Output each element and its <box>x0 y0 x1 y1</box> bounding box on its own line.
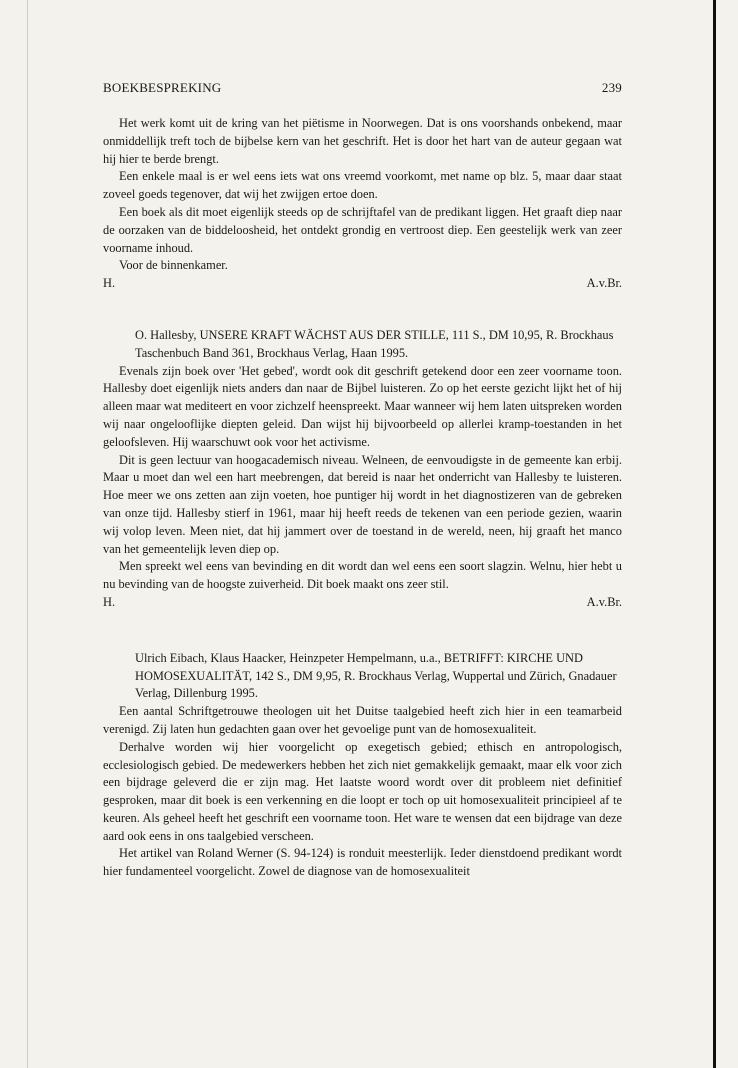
review-1-paragraph-3: Een boek als dit moet eigenlijk steeds op de schrijftafel van de predikant liggen. Het graaft diep naar de oorzaken van de biddeloosheid, het ontdekt grondig en vertroost diep. Een geestelijk werk van zeer voorname inhoud. <box>103 204 622 255</box>
review-2-paragraph-1: Evenals zijn boek over 'Het gebed', wordt ook dit geschrift getekend door een zeer voorname toon. Hallesby doet eigenlijk niets anders dan naar de Bijbel luisteren. Zo op het eerste gezicht lijkt het of hij alleen maar wat mediteert en voor zichzelf heenspreekt. Maar wanneer wij hem laten uitspreken worden wij naar ongelooflijke diepten geleid. Dan wijst hij bijvoorbeeld op allerlei kramp-toestanden in het geloofsleven. Hij waarschuwt ook voor het activisme. <box>103 363 622 449</box>
review-3-paragraph-3: Het artikel van Roland Werner (S. 94-124) is ronduit meesterlijk. Ieder dienstdoend predikant wordt hier fundamenteel voorgelicht. Zowel de diagnose van de homosexualiteit <box>103 846 622 879</box>
review-3-paragraph-1: Een aantal Schriftgetrouwe theologen uit het Duitse taalgebied heeft zich hier in een teamarbeid verenigd. Zij laten hun gedachten gaan over het gevoelige punt van de homosexualiteit. <box>103 704 622 736</box>
page-edge-right <box>713 0 716 1068</box>
header-title: BOEKBESPREKING <box>103 80 222 95</box>
page-body <box>103 115 622 881</box>
review-2-paragraph-3: Men spreekt wel eens van bevinding en dit wordt dan wel eens een soort slagzin. Welnu, hier hebt u nu bevinding van de hoogste zuiverheid. Dit boek maakt ons zeer stil. <box>103 559 622 592</box>
review-1-signature-author: A.v.Br. <box>586 276 622 291</box>
review-3-paragraph-2: Derhalve worden wij hier voorgelicht op exegetisch gebied; ethisch en antropologisch, ecclesiologisch gebied. De medewerkers hebben het zich niet gemakkelijk gemaakt, maar elk voor zich een bijdrage geleverd die er zijn mag. Het laatste woord wordt over dit probleem niet definitief gesproken, maar dit boek is een verkenning en die loopt er toch op uit homosexualiteit principieel af te keuren. Als geheel heeft het geschrift een voorname toon. Het ware te wensen dat een bijdrage van deze aard ook eens in ons taalgebied verscheen. <box>103 739 622 843</box>
review-3 <box>103 650 622 881</box>
page-edge-left <box>27 0 28 1068</box>
review-2-signature-author: A.v.Br. <box>586 594 622 609</box>
review-1-paragraph-4: Voor de binnenkamer. <box>119 258 228 273</box>
running-header <box>103 80 622 96</box>
review-1-paragraph-2: Een enkele maal is er wel eens iets wat ons vreemd voorkomt, met name op blz. 5, maar daar staat zoveel goeds tegenover, dat wij het zwijgen ertoe doen. <box>103 169 622 202</box>
review-1-signature-initial: H. <box>103 276 116 291</box>
review-3-bibliography: Ulrich Eibach, Klaus Haacker, Heinzpeter Hempelmann, u.a., BETRIFFT: KIRCHE UND HOMOSEXUALITÄT, 142 S., DM 9,95, R. Brockhaus Verlag, Wuppertal und Zürich, Gnadauer Verlag, Dillenburg 1995. <box>135 650 617 701</box>
review-1-signature <box>103 275 622 293</box>
review-2-signature-initial: H. <box>103 594 116 609</box>
page-number: 239 <box>601 80 622 95</box>
review-1-paragraph-1: Het werk komt uit de kring van het piëtisme in Noorwegen. Dat is ons voorshands onbekend, maar onmiddellijk treft toch de bijbelse kern van het geschrift. Het is door het hart van de auteur gegaan wat hij hier te berde brengt. <box>103 116 622 166</box>
review-2-paragraph-2: Dit is geen lectuur van hoogacademisch niveau. Welneen, de eenvoudigste in de gemeente kan erbij. Maar u moet dan wel een hart meebrengen, dat bereid is naar het onderricht van Hallesby te luisteren. Hoe meer we ons zetten aan zijn voeten, hoe puntiger hij wordt in het diagnostizeren van de gebreken van onze tijd. Hallesby stierf in 1961, maar hij heeft reeds de tekenen van een periode gezien, waarin wij volop leven. Meen niet, dat hij jammert over de toestand in de wereld, neen, hij graaft het manco van het gemeentelijk leven diep op. <box>103 452 622 556</box>
review-2-signature <box>103 594 622 612</box>
review-2 <box>103 327 622 612</box>
review-1 <box>103 115 622 293</box>
review-2-bibliography: O. Hallesby, UNSERE KRAFT WÄCHST AUS DER STILLE, 111 S., DM 10,95, R. Brockhaus Taschenbuch Band 361, Brockhaus Verlag, Haan 1995. <box>135 327 614 360</box>
